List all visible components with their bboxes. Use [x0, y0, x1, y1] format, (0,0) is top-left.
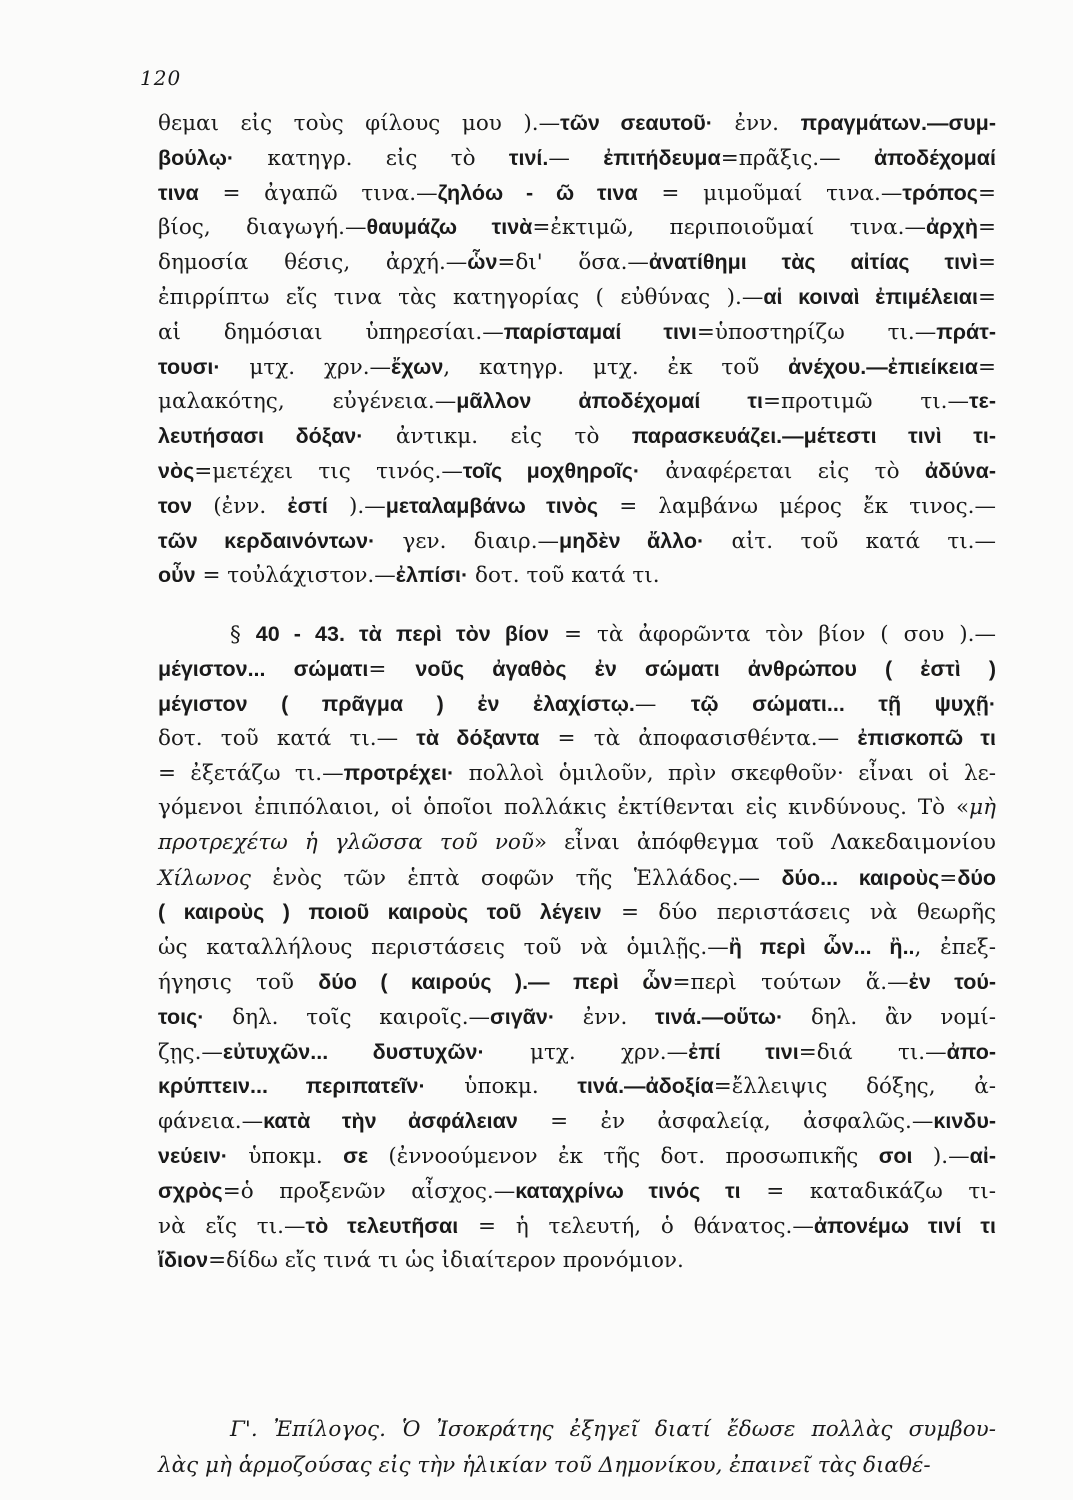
bold-lemma: καταχρίνω τινός τι	[515, 1178, 741, 1203]
gloss-text: δημοσία θέσις, ἀρχή.—	[158, 250, 468, 276]
gloss-text: =	[977, 250, 996, 276]
gloss-text: ζῃς.—	[158, 1039, 223, 1065]
text-line	[158, 826, 996, 860]
bold-lemma: τρόπος	[902, 180, 978, 205]
text-line	[158, 315, 996, 349]
bold-lemma: κατὰ τὴν ἀσφάλειαν	[263, 1109, 518, 1134]
bold-lemma: ἐστί	[287, 493, 328, 518]
gloss-text: ἐπιρρίπτω εἴς τινα τὰς κατηγορίας ( εὐθύνας ).—	[158, 285, 764, 310]
bold-lemma: νὸς	[158, 459, 195, 483]
bold-lemma: ἀδύνα-	[924, 459, 996, 483]
gloss-text: =ἐκτιμῶ, περιποιοῦμαί τινα.—	[532, 215, 926, 241]
bold-lemma: ἀνέχου.—ἐπιείκεια	[788, 354, 978, 379]
gloss-text: ἀναφέρεται εἰς τὸ	[640, 459, 925, 484]
gloss-text: ).—	[327, 493, 386, 519]
bold-lemma: αἰ-	[969, 1144, 996, 1168]
bold-lemma: ἀπο-	[946, 1039, 996, 1064]
gloss-text: , κατηγρ. μτχ. ἐκ τοῦ	[443, 354, 789, 380]
bold-lemma: σε	[343, 1144, 369, 1168]
gloss-text: =	[977, 180, 996, 206]
bold-lemma: νεύειν·	[158, 1144, 228, 1168]
bold-lemma: παρασκευάζει.—μέτεστι τινὶ τι-	[631, 424, 996, 449]
bold-lemma: μηδὲν ἄλλο·	[559, 528, 705, 553]
bold-lemma: πράτ-	[936, 319, 997, 344]
text-line	[158, 687, 996, 721]
gloss-text: =	[939, 865, 958, 891]
text-line	[158, 1174, 996, 1208]
gloss-text: = λαμβάνω μέρος ἔκ τινος.—	[598, 493, 997, 519]
bold-lemma: σχρὸς	[158, 1178, 223, 1203]
bold-lemma: θαυμάζω τινὰ	[366, 215, 533, 240]
gloss-text: Γ'. Ἐπίλογος. Ὁ Ἰσοκράτης ἐξηγεῖ διατί ἔδωσε πολλὰς συμβου-	[230, 1417, 996, 1442]
text-line	[158, 791, 996, 825]
gloss-text: = ἀγαπῶ τινα.—	[198, 180, 438, 206]
gloss-text: = τοὐλάχιστον.—	[195, 563, 396, 589]
text-line	[158, 965, 996, 999]
bold-lemma: ἔχων	[391, 354, 444, 379]
gloss-text: ὡς καταλλήλους περιστάσεις τοῦ νὰ ὁμιλῇς.—	[158, 935, 729, 961]
bold-lemma: κρύπτειν... περιπατεῖν·	[158, 1074, 426, 1099]
italic-text: προτρεχέτω ἡ γλῶσσα τοῦ νοῦ	[158, 829, 534, 855]
text-line	[158, 652, 996, 686]
gloss-text: = ἡ τελευτή, ὁ θάνατος.—	[458, 1213, 814, 1239]
gloss-text: =ὁ προξενῶν αἶσχος.—	[222, 1178, 516, 1204]
text-line	[158, 930, 996, 964]
bold-lemma: τινά.—οὕτω·	[655, 1004, 784, 1029]
bold-lemma: μᾶλλον ἀποδέχομαί τι	[456, 389, 763, 414]
text-line	[158, 1243, 996, 1277]
text-line	[158, 558, 996, 592]
bold-lemma: προτρέχει·	[343, 761, 455, 786]
gloss-text: βίος, διαγωγή.—	[158, 215, 367, 241]
text-line	[158, 176, 996, 210]
bold-lemma: μέγιστον... σώματι	[158, 656, 369, 681]
gloss-text: μτχ. χρν.—	[484, 1039, 689, 1065]
gloss-text: πολλοὶ ὁμιλοῦν, πρὶν σκεφθοῦν· εἶναι οἱ λε-	[454, 761, 996, 787]
bold-lemma: ( καιροὺς ) ποιοῦ καιροὺς τοῦ λέγειν	[158, 900, 602, 925]
bold-lemma: τοῖς μοχθηροῖς·	[462, 459, 641, 483]
gloss-text: δοτ. τοῦ κατά τι.	[468, 563, 660, 589]
gloss-text: ἀντικμ. εἰς τὸ	[363, 424, 632, 450]
bold-lemma: τε-	[969, 389, 996, 414]
gloss-text: γόμενοι ἐπιπόλαιοι, οἱ ὁποῖοι πολλάκις ἐκτίθενται εἰς κινδύνους. Τὸ «	[158, 795, 970, 820]
gloss-text: =	[977, 354, 996, 380]
gloss-text: =πρᾶξις.—	[720, 145, 874, 171]
bold-lemma: ἐπιτήδευμα	[603, 145, 721, 170]
text-line	[158, 141, 996, 175]
gloss-text: ἑνὸς τῶν ἑπτὰ σοφῶν τῆς Ἑλλάδος.—	[250, 865, 782, 891]
text-line	[158, 721, 996, 755]
gloss-text: ἐνν.	[712, 111, 801, 136]
gloss-text: = ἐν ἀσφαλείᾳ, ἀσφαλῶς.—	[517, 1109, 934, 1135]
gloss-text: γεν. διαιρ.—	[375, 528, 560, 554]
gloss-text: αἰτ. τοῦ κατά τι.—	[704, 528, 997, 554]
gloss-text: —	[634, 691, 691, 717]
bold-lemma: τουσι·	[158, 354, 221, 379]
gloss-text: =προτιμῶ τι.—	[762, 389, 970, 415]
gloss-text: = τὰ ἀφορῶντα τὸν βίον ( σου ).—	[549, 622, 996, 647]
bold-lemma: τινί.	[508, 145, 549, 170]
bold-lemma: αἱ κοιναὶ ἐπιμέλειαι	[763, 285, 978, 309]
gloss-text: =δίδω εἴς τινά τι ὡς ἰδιαίτερον προνόμιον.	[208, 1248, 684, 1274]
bold-lemma: ἐπί τινι	[688, 1039, 799, 1064]
gloss-text: νὰ εἴς τι.—	[158, 1213, 306, 1239]
gloss-text: ὑποκμ.	[227, 1144, 344, 1169]
bold-lemma: σιγᾶν·	[490, 1004, 556, 1029]
italic-text: μὴ	[969, 795, 996, 820]
bold-lemma: τὸ τελευτῆσαι	[305, 1213, 459, 1238]
gloss-text: θεμαι εἰς τοὺς φίλους μου ).—	[158, 111, 561, 136]
bold-lemma: κινδυ-	[933, 1109, 996, 1134]
bold-lemma: τῶν σεαυτοῦ·	[560, 111, 713, 135]
gloss-text: =διά τι.—	[798, 1039, 947, 1065]
text-line	[158, 210, 996, 244]
text-line	[158, 384, 996, 418]
bold-lemma: 40 - 43. τὰ περὶ τὸν βίον	[255, 622, 550, 646]
text-line	[158, 1000, 996, 1034]
gloss-text: = μιμοῦμαί τινα.—	[637, 180, 903, 206]
bold-lemma: ἀνατίθημι τὰς αἰτίας τινὶ	[648, 250, 978, 275]
gloss-text: ήγησις τοῦ	[158, 970, 319, 995]
page-number: 120	[140, 66, 182, 90]
bold-lemma: ἐπισκοπῶ τι	[857, 726, 996, 751]
gloss-text: =	[368, 656, 416, 682]
bold-lemma: παρίσταμαί τινι	[503, 319, 697, 344]
bold-lemma: ζηλόω - ῶ τινα	[437, 180, 638, 205]
bold-lemma: βούλῳ·	[158, 145, 235, 170]
gloss-text: , ἐπεξ-	[914, 935, 996, 961]
gloss-text: λὰς μὴ ἁρμοζούσας εἰς τὴν ἡλικίαν τοῦ Δημονίκου, ἐπαινεῖ τὰς διαθέ-	[158, 1453, 931, 1478]
text-line	[158, 106, 996, 140]
bold-lemma: ἢ περὶ ὧν... ἢ..	[728, 935, 915, 960]
text-line	[158, 1449, 996, 1483]
bold-lemma: τὰ δόξαντα	[416, 726, 540, 751]
bold-lemma: ἐλπίσι·	[395, 563, 469, 588]
gloss-text: =ὑποστηρίζω τι.—	[696, 319, 937, 345]
bold-lemma: τοις·	[158, 1004, 205, 1029]
gloss-text: ).—	[912, 1144, 970, 1169]
bold-lemma: μέγιστον ( πρᾶγμα ) ἐν ἐλαχίστῳ.	[158, 691, 635, 716]
text-line	[158, 280, 996, 314]
gloss-text: = ἐξετάζω τι.—	[158, 761, 344, 787]
bold-lemma: πραγμάτων.—συμ-	[800, 111, 996, 135]
bold-lemma: λευτήσασι δόξαν·	[158, 424, 364, 449]
bold-lemma: ἀπονέμω τινί τι	[813, 1213, 996, 1238]
bold-lemma: εὐτυχῶν... δυστυχῶν·	[222, 1039, 485, 1064]
text-line	[158, 1139, 996, 1173]
bold-lemma: ἐν τού-	[908, 970, 997, 994]
bold-lemma: τῷ σώματι... τῇ ψυχῇ·	[690, 691, 996, 716]
gloss-text: =ἔλλειψις δόξης, ἀ-	[713, 1074, 996, 1100]
text-line	[158, 861, 996, 895]
text-line	[158, 245, 996, 279]
gloss-text: κατηγρ. εἰς τὸ	[234, 145, 509, 171]
text-line	[158, 1035, 996, 1069]
gloss-text: δηλ. τοῖς καιροῖς.—	[204, 1004, 491, 1030]
gloss-text: (ἐνν.	[192, 493, 288, 519]
gloss-text: —	[548, 145, 604, 171]
text-line	[158, 419, 996, 453]
gloss-text: = καταδικάζω τι-	[740, 1178, 996, 1204]
gloss-text: =περὶ τούτων ἅ.—	[672, 970, 909, 995]
bold-lemma: ὧν	[467, 250, 498, 275]
text-line	[158, 1209, 996, 1243]
text-line	[158, 756, 996, 790]
text-line	[158, 524, 996, 558]
bold-lemma: τινα	[158, 180, 199, 205]
text-line	[158, 617, 996, 651]
text-line	[158, 454, 996, 488]
bold-lemma: οὖν	[158, 563, 196, 588]
bold-lemma: τῶν κερδαινόντων·	[158, 528, 376, 553]
gloss-text: αἱ δημόσιαι ὑπηρεσίαι.—	[158, 319, 504, 345]
bold-lemma: ἀρχὴ	[925, 215, 978, 240]
gloss-text: μτχ. χρν.—	[220, 354, 392, 380]
bold-lemma: τινά.—ἀδοξία	[577, 1074, 714, 1099]
bold-lemma: μεταλαμβάνω τινὸς	[385, 493, 599, 518]
bold-lemma: δύο	[957, 865, 996, 890]
gloss-text: φάνεια.—	[158, 1109, 264, 1135]
bold-lemma: τον	[158, 493, 193, 518]
text-line	[158, 1104, 996, 1138]
bold-lemma: νοῦς ἀγαθὸς ἐν σώματι ἀνθρώπου ( ἐστὶ )	[415, 656, 996, 681]
bold-lemma: δύο... καιροὺς	[781, 865, 940, 890]
bold-lemma: σοι	[878, 1144, 913, 1168]
gloss-text: =	[977, 285, 996, 310]
text-line	[158, 489, 996, 523]
italic-text: Χίλωνος	[158, 865, 251, 891]
gloss-text: =	[977, 215, 996, 241]
gloss-text: » εἶναι ἀπόφθεγμα τοῦ Λακεδαιμονίου	[533, 829, 996, 855]
text-line	[158, 1069, 996, 1103]
gloss-text: =δι' ὅσα.—	[497, 250, 649, 276]
gloss-text: = δύο περιστάσεις νὰ θεωρῆς	[601, 900, 996, 926]
gloss-text: §	[230, 622, 256, 647]
text-line	[158, 895, 996, 929]
gloss-text: δηλ. ἂν νομί-	[783, 1004, 996, 1030]
gloss-text: μαλακότης, εὐγένεια.—	[158, 389, 457, 415]
gloss-text: (ἐννοούμενον ἐκ τῆς δοτ. προσωπικῆς	[368, 1144, 879, 1169]
bold-lemma: δύο ( καιρούς ).— περὶ ὧν	[318, 970, 673, 994]
gloss-text: ἐνν.	[555, 1004, 656, 1030]
bold-lemma: ἀποδέχομαί	[873, 145, 996, 170]
gloss-text: =μετέχει τις τινός.—	[194, 459, 463, 484]
text-line	[158, 350, 996, 384]
gloss-text: ὑποκμ.	[425, 1074, 578, 1100]
text-line	[158, 1413, 996, 1447]
gloss-text: δοτ. τοῦ κατά τι.—	[158, 726, 417, 752]
gloss-text: = τὰ ἀποφασισθέντα.—	[539, 726, 858, 752]
bold-lemma: ἴδιον	[158, 1248, 209, 1273]
